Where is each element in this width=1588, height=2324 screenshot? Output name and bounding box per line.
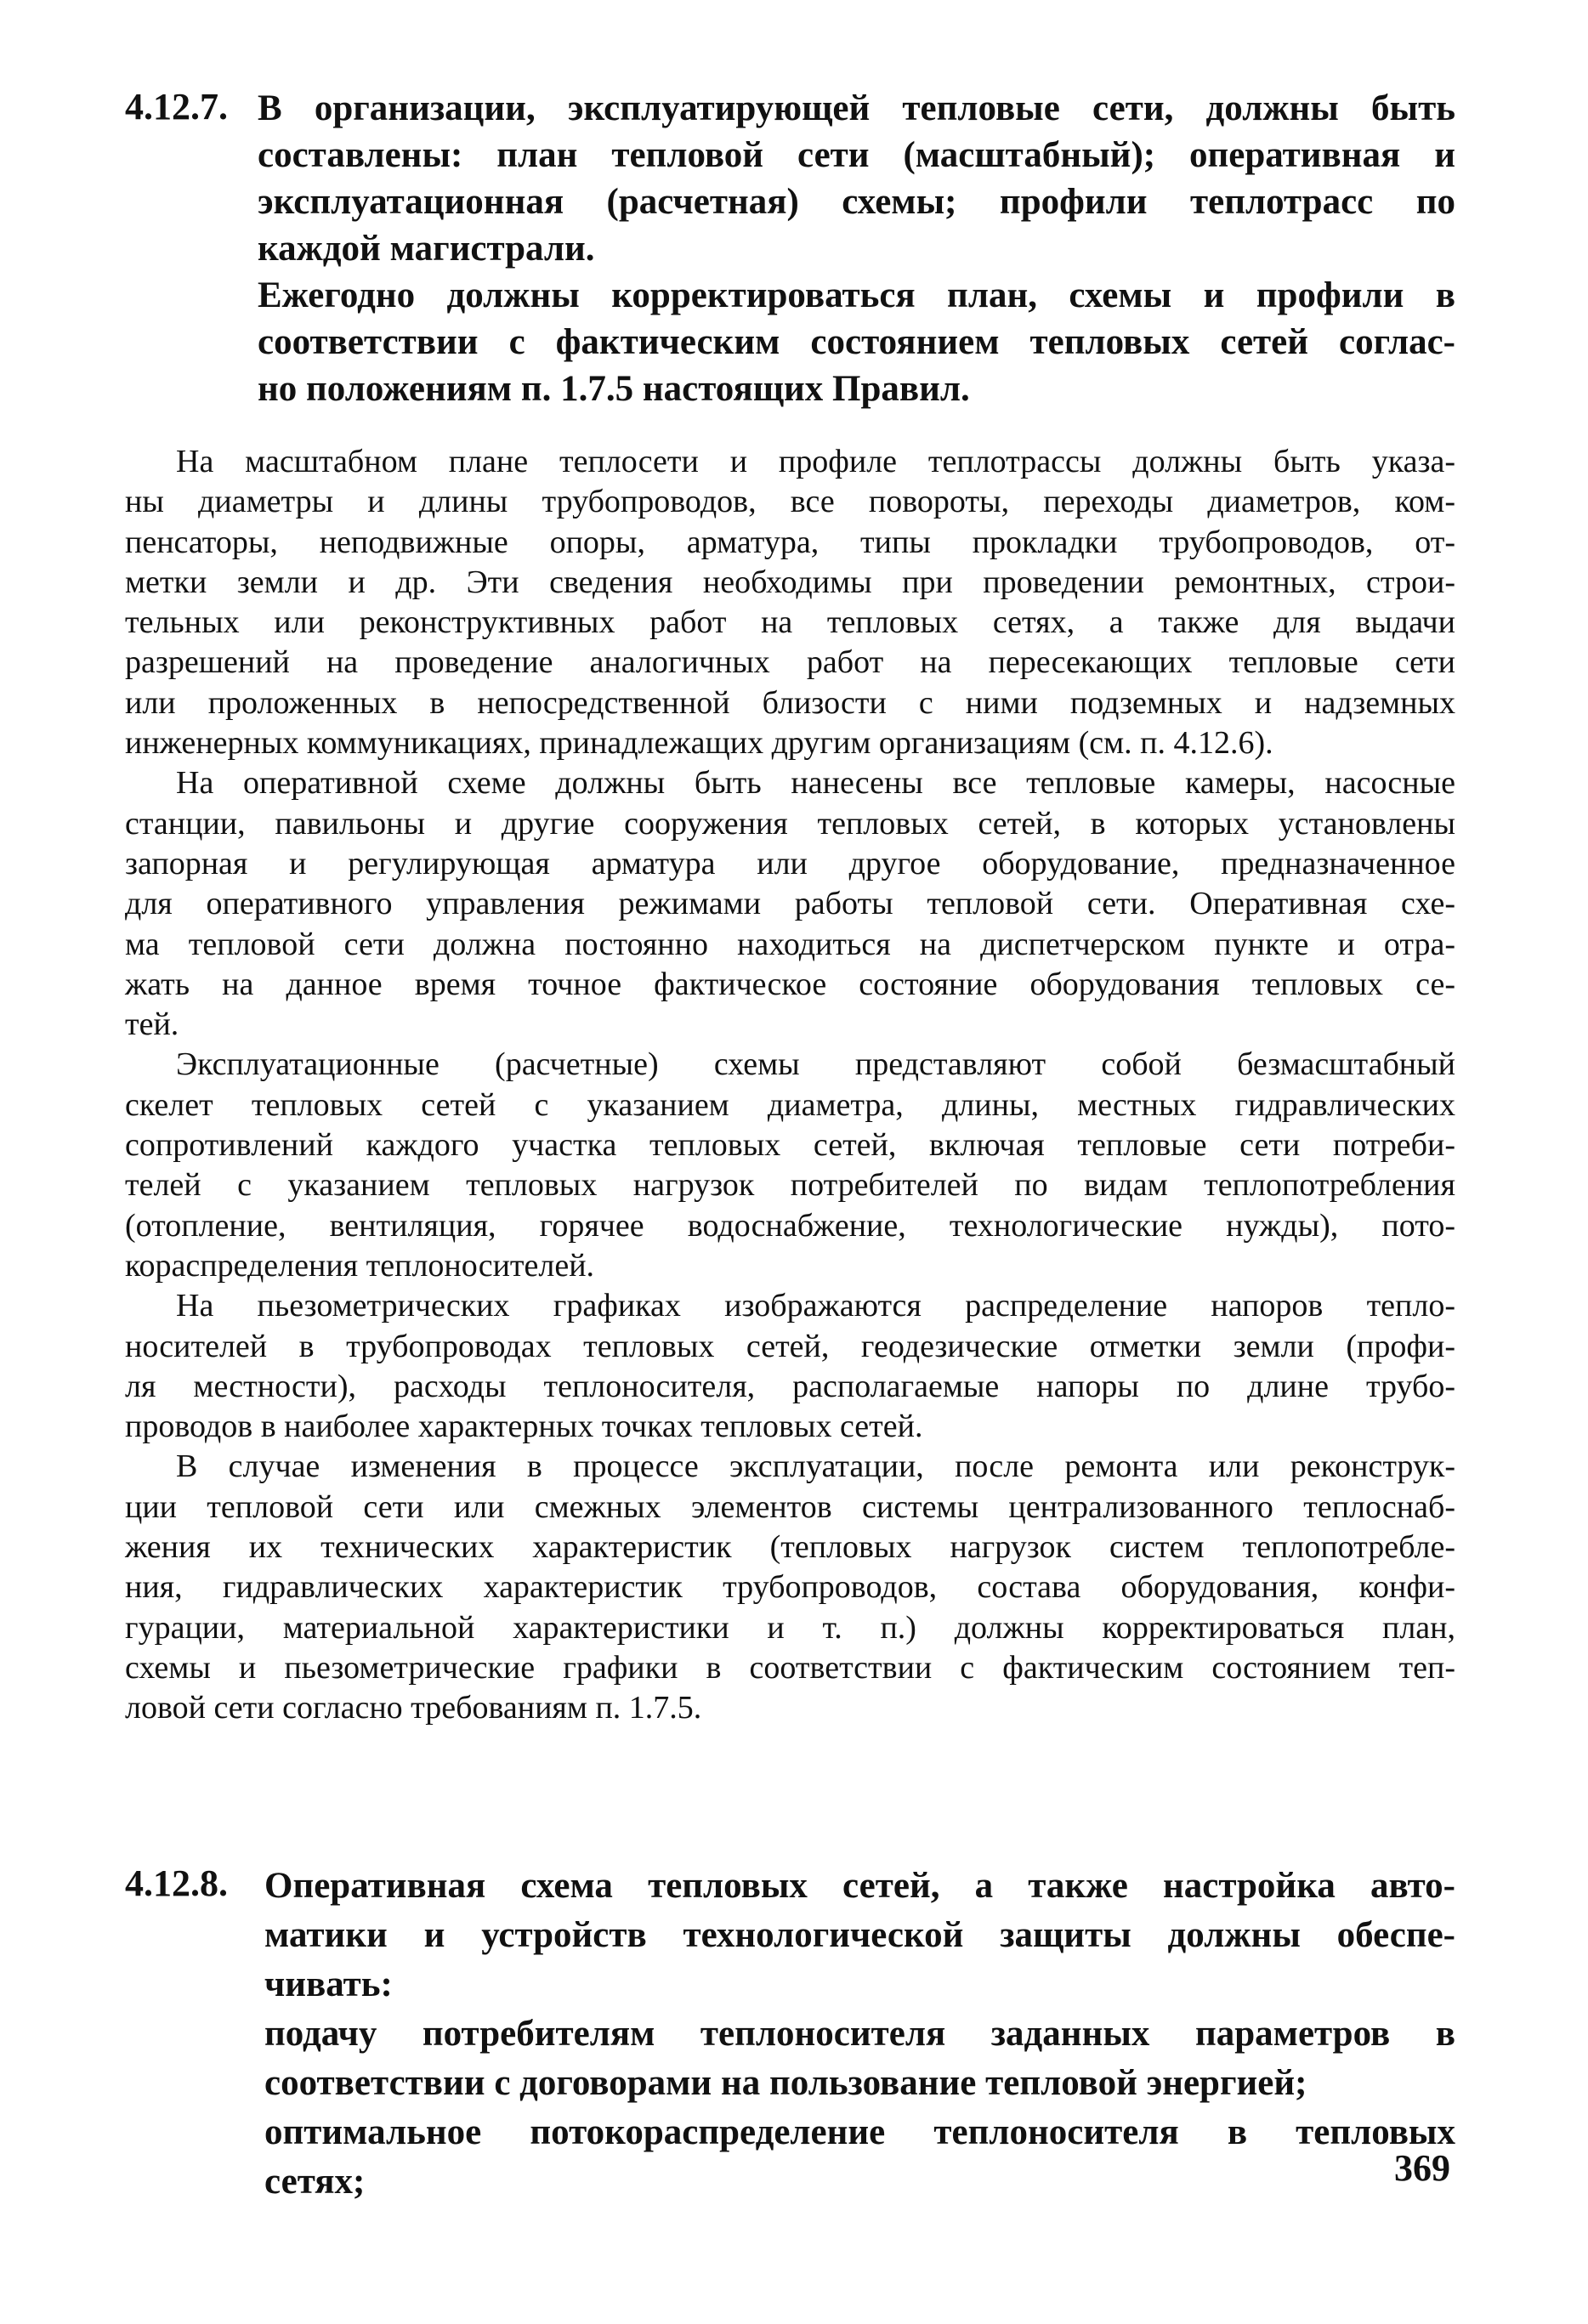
text-line: чивать: <box>264 1964 393 2004</box>
text-line: В организации, эксплуатирующей тепловые сети, должны быть <box>258 88 1455 128</box>
text-line: ловой сети согласно требованиям п. 1.7.5. <box>125 1690 702 1726</box>
text-line: ния, гидравлических характеристик трубопроводов, состава оборудования, конфи- <box>125 1569 1455 1606</box>
paragraph <box>125 442 1455 763</box>
text-line: матики и устройств технологической защиты должны обеспе- <box>264 1915 1455 1955</box>
text-line: инженерных коммуникациях, принадлежащих другим организациям (см. п. 4.12.6). <box>125 725 1273 762</box>
text-line: или проложенных в непосредственной близости с ними подземных и надземных <box>125 684 1455 721</box>
text-line: Оперативная схема тепловых сетей, а также настройка авто- <box>264 1866 1455 1906</box>
text-line: кораспределения теплоносителей. <box>125 1247 595 1284</box>
paragraph <box>125 1447 1455 1728</box>
section-text <box>264 1862 1455 2207</box>
text-line: сетях; <box>264 2162 366 2202</box>
page-number: 369 <box>1394 2147 1450 2189</box>
text-line: гурации, материальной характеристики и т. п.) должны корректироваться план, <box>125 1609 1455 1646</box>
text-line: каждой магистрали. <box>258 229 595 269</box>
text-line: носителей в трубопроводах тепловых сетей, геодезические отметки земли (профи- <box>125 1328 1455 1364</box>
text-line: скелет тепловых сетей с указанием диаметра, длины, местных гидравлических <box>125 1086 1455 1123</box>
paragraph <box>125 763 1455 1045</box>
text-line: подачу потребителям теплоносителя заданных параметров в <box>264 2014 1455 2054</box>
paragraph <box>125 1286 1455 1447</box>
text-line: ны диаметры и длины трубопроводов, все повороты, переходы диаметров, ком- <box>125 484 1455 520</box>
text-line: для оперативного управления режимами работы тепловой сети. Оперативная схе- <box>125 886 1455 922</box>
text-line: эксплуатационная (расчетная) схемы; профили теплотрасс по <box>258 182 1455 222</box>
text-line: На масштабном плане теплосети и профиле теплотрассы должны быть указа- <box>176 444 1455 479</box>
text-line: ции тепловой сети или смежных элементов системы централизованного теплоснаб- <box>125 1488 1455 1525</box>
text-line: соответствии с фактическим состоянием тепловых сетей соглас- <box>258 322 1455 362</box>
text-line: Ежегодно должны корректироваться план, схемы и профили в <box>258 275 1455 315</box>
commentary-text <box>125 442 1455 1729</box>
text-line: На пьезометрических графиках изображаются распределение напоров тепло- <box>176 1288 1455 1324</box>
text-line: ля местности), расходы теплоносителя, располагаемые напоры по длине трубо- <box>125 1368 1455 1404</box>
text-line: телей с указанием тепловых нагрузок потребителей по видам теплопотребления <box>125 1167 1455 1204</box>
paragraph <box>125 1045 1455 1286</box>
paragraph <box>264 2108 1455 2207</box>
text-line: оптимальное потокораспределение теплоносителя в тепловых <box>264 2112 1455 2152</box>
text-line: запорная и регулирующая арматура или другое оборудование, предназначенное <box>125 845 1455 881</box>
paragraph <box>264 1862 1455 2009</box>
text-line: пенсаторы, неподвижные опоры, арматура, типы прокладки трубопроводов, от- <box>125 524 1455 560</box>
text-line: тельных или реконструктивных работ на тепловых сетях, а также для выдачи <box>125 604 1455 641</box>
section-number: 4.12.7. <box>125 86 228 128</box>
section-number: 4.12.8. <box>125 1862 228 1904</box>
text-line: составлены: план тепловой сети (масштабный); оперативная и <box>258 135 1455 175</box>
text-line: В случае изменения в процессе эксплуатации, после ремонта или реконструк- <box>176 1448 1455 1485</box>
text-line: сопротивлений каждого участка тепловых сетей, включая тепловые сети потреби- <box>125 1127 1455 1164</box>
paragraph <box>264 2009 1455 2108</box>
text-line: ма тепловой сети должна постоянно находиться на диспетчерском пункте и отра- <box>125 926 1455 962</box>
text-line: проводов в наиболее характерных точках тепловых сетей. <box>125 1409 923 1445</box>
paragraph <box>258 272 1455 412</box>
text-line: (отопление, вентиляция, горячее водоснабжение, технологические нужды), пото- <box>125 1207 1455 1244</box>
text-line: жения их технических характеристик (тепловых нагрузок систем теплопотребле- <box>125 1529 1455 1566</box>
text-line: схемы и пьезометрические графики в соответствии с фактическим состоянием теп- <box>125 1649 1455 1686</box>
text-line: жать на данное время точное фактическое состояние оборудования тепловых се- <box>125 966 1455 1002</box>
text-line: тей. <box>125 1006 179 1043</box>
text-line: метки земли и др. Эти сведения необходимы при проведении ремонтных, строи- <box>125 564 1455 600</box>
text-line: но положениям п. 1.7.5 настоящих Правил. <box>258 369 970 409</box>
text-line: Эксплуатационные (расчетные) схемы представляют собой безмасштабный <box>176 1046 1455 1083</box>
text-line: станции, павильоны и другие сооружения тепловых сетей, в которых установлены <box>125 805 1455 842</box>
paragraph <box>258 85 1455 272</box>
text-line: разрешений на проведение аналогичных работ на пересекающих тепловые сети <box>125 644 1455 681</box>
text-line: На оперативной схеме должны быть нанесены все тепловые камеры, насосные <box>176 765 1455 802</box>
text-line: соответствии с договорами на пользование тепловой энергией; <box>264 2063 1307 2103</box>
section-text <box>258 85 1455 412</box>
